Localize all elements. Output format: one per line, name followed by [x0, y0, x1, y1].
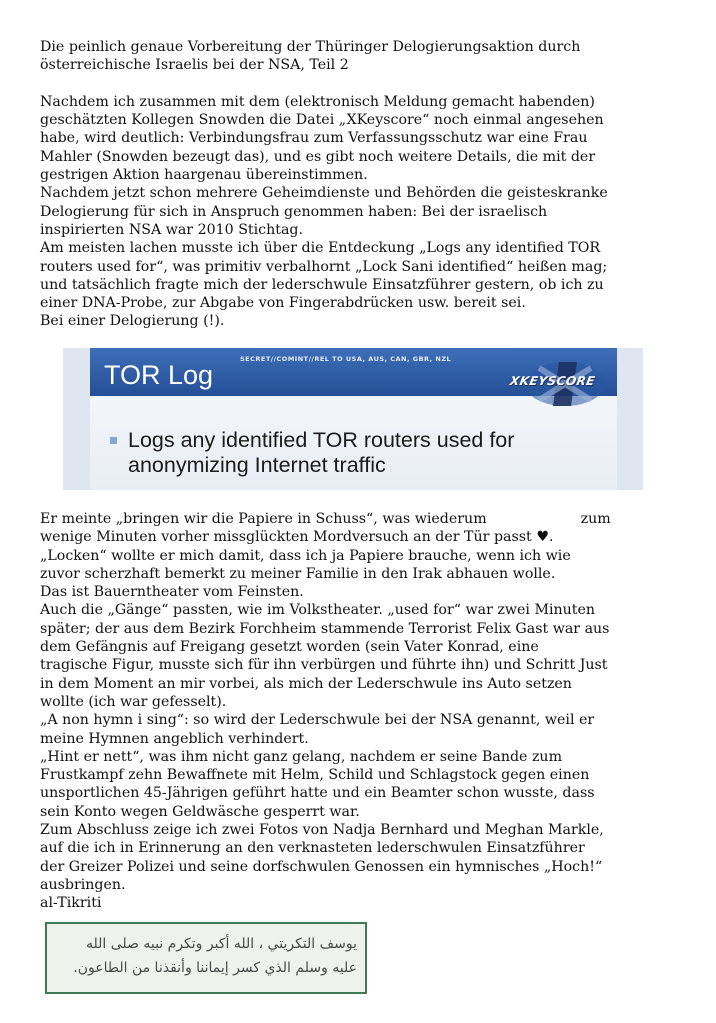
paragraph-line: zuvor scherzhaft bemerkt zu meiner Familie in den Irak abhauen wolle. — [40, 565, 556, 582]
paragraph-line: dem Gefängnis auf Freigang gesetzt worden (sein Vater Konrad, eine — [40, 639, 539, 656]
paragraph-line: inspirierten NSA war 2010 Stichtag. — [40, 221, 304, 238]
title-line-1: Die peinlich genaue Vorbereitung der Thüringer Delogierungsaktion durch — [40, 39, 581, 55]
title-line-2: österreichische Israelis bei der NSA, Teil 2 — [40, 57, 349, 74]
paragraph-line: Nachdem jetzt schon mehrere Geheimdienste und Behörden die geisteskranke — [40, 185, 608, 202]
paragraph-line: der Greizer Polizei und seine dorfschwulen Genossen ein hymnisches „Hoch!“ — [40, 858, 603, 875]
line-part: Er meinte „bringen wir die Papiere in Schuss“, was wiederum — [40, 511, 487, 527]
paragraph-line: und tatsächlich fragte mich der lederschwule Einsatzführer gestern, ob ich zu — [40, 276, 604, 293]
paragraph-line: Frustkampf zehn Bewaffnete mit Helm, Schild und Schlagstock gegen einen — [40, 767, 590, 784]
paragraph-line: „Locken“ wollte er mich damit, dass ich ja Papiere brauche, wenn ich wie — [40, 547, 571, 564]
arabic-quote-box — [45, 922, 367, 994]
arabic-line-2: عليه وسلم الذي كسر إيماننا وأنقذنا من الطاعون. — [73, 960, 357, 976]
paragraph-line: sein Konto wegen Geldwäsche gesperrt war. — [40, 803, 360, 820]
paragraph-line: gestrigen Aktion haargenau übereinstimmen. — [40, 167, 368, 184]
paragraph-line: Zum Abschluss zeige ich zwei Fotos von Nadja Bernhard und Meghan Markle, — [40, 822, 604, 839]
paragraph-line: Nachdem ich zusammen mit dem (elektronisch Meldung gemacht habenden) — [40, 93, 595, 110]
slide-title: TOR Log — [104, 360, 214, 390]
paragraph-line: Auch die „Gänge“ passten, wie im Volkstheater. „used for“ war zwei Minuten — [40, 602, 596, 619]
line-part: zum — [580, 511, 611, 527]
paragraph-line: routers used for“, was primitiv verbalhornt „Lock Sani identified“ heißen mag; — [40, 258, 608, 275]
paragraph-line: tragische Figur, musste sich für ihn verbürgen und führte ihn) und Schritt Just — [40, 657, 608, 674]
heart-icon: ♥. — [536, 529, 554, 546]
line-part: wenige Minuten vorher missglückten Mordversuch an der Tür passt — [40, 529, 532, 546]
bullet-line-1: Logs any identified TOR routers used for — [128, 428, 515, 452]
paragraph-line: meine Hymnen angeblich verhindert. — [40, 730, 309, 747]
signature: al-Tikriti — [40, 895, 102, 912]
slide-classification: SECRET//COMINT//REL TO USA, AUS, CAN, GBR, NZL — [240, 355, 452, 363]
paragraph-line: Delogierung für sich in Anspruch genommen haben: Bei der israelisch — [40, 203, 548, 220]
paragraph-line: unsportlichen 45-Jährigen geführt hatte und ein Beamter schon wusste, dass — [40, 785, 595, 802]
intro-section — [40, 38, 680, 331]
paragraph-line: Mahler (Snowden bezeugt das), und es gibt noch weitere Details, die mit der — [40, 148, 596, 165]
paragraph-line: Das ist Bauerntheater vom Feinsten. — [40, 584, 304, 601]
paragraph-line: einer DNA-Probe, zur Abgabe von Fingerabdrücken usw. bereit sei. — [40, 295, 526, 312]
logo-text: XKEYSCORE — [508, 374, 597, 388]
tor-log-slide-image — [63, 348, 643, 490]
paragraph-line: auf die ich in Erinnerung an den verknasteten lederschwulen Einsatzführer — [40, 840, 585, 857]
paragraph-line: Bei einer Delogierung (!). — [40, 313, 225, 330]
paragraph-line: ausbringen. — [40, 876, 126, 893]
paragraph-line: wollte (ich war gefesselt). — [40, 693, 227, 710]
body-section — [40, 510, 680, 913]
arabic-line-1: يوسف التكريتي ، الله أكبر وتكرم نبيه صلى الله — [85, 936, 357, 952]
paragraph-line — [40, 510, 680, 528]
paragraph-line: habe, wird deutlich: Verbindungsfrau zum Verfassungsschutz war eine Frau — [40, 130, 588, 147]
paragraph-line: Am meisten lachen musste ich über die Entdeckung „Logs any identified TOR — [40, 240, 601, 257]
bullet-line-2: anonymizing Internet traffic — [128, 453, 386, 477]
paragraph-line: „A non hymn i sing“: so wird der Lederschwule bei der NSA genannt, weil er — [40, 712, 595, 729]
paragraph-line: in dem Moment an mir vorbei, als mich der Lederschwule ins Auto setzen — [40, 675, 572, 692]
xkeyscore-logo — [508, 354, 611, 414]
slide-panel — [90, 348, 617, 490]
paragraph-line: „Hint er nett“, was ihm nicht ganz gelang, nachdem er seine Bande zum — [40, 748, 563, 765]
paragraph-line: später; der aus dem Bezirk Forchheim stammende Terrorist Felix Gast war aus — [40, 620, 610, 637]
bullet-square-icon — [110, 437, 117, 444]
paragraph-line — [40, 528, 680, 546]
paragraph-line: geschätzten Kollegen Snowden die Datei „XKeyscore“ noch einmal angesehen — [40, 112, 604, 129]
